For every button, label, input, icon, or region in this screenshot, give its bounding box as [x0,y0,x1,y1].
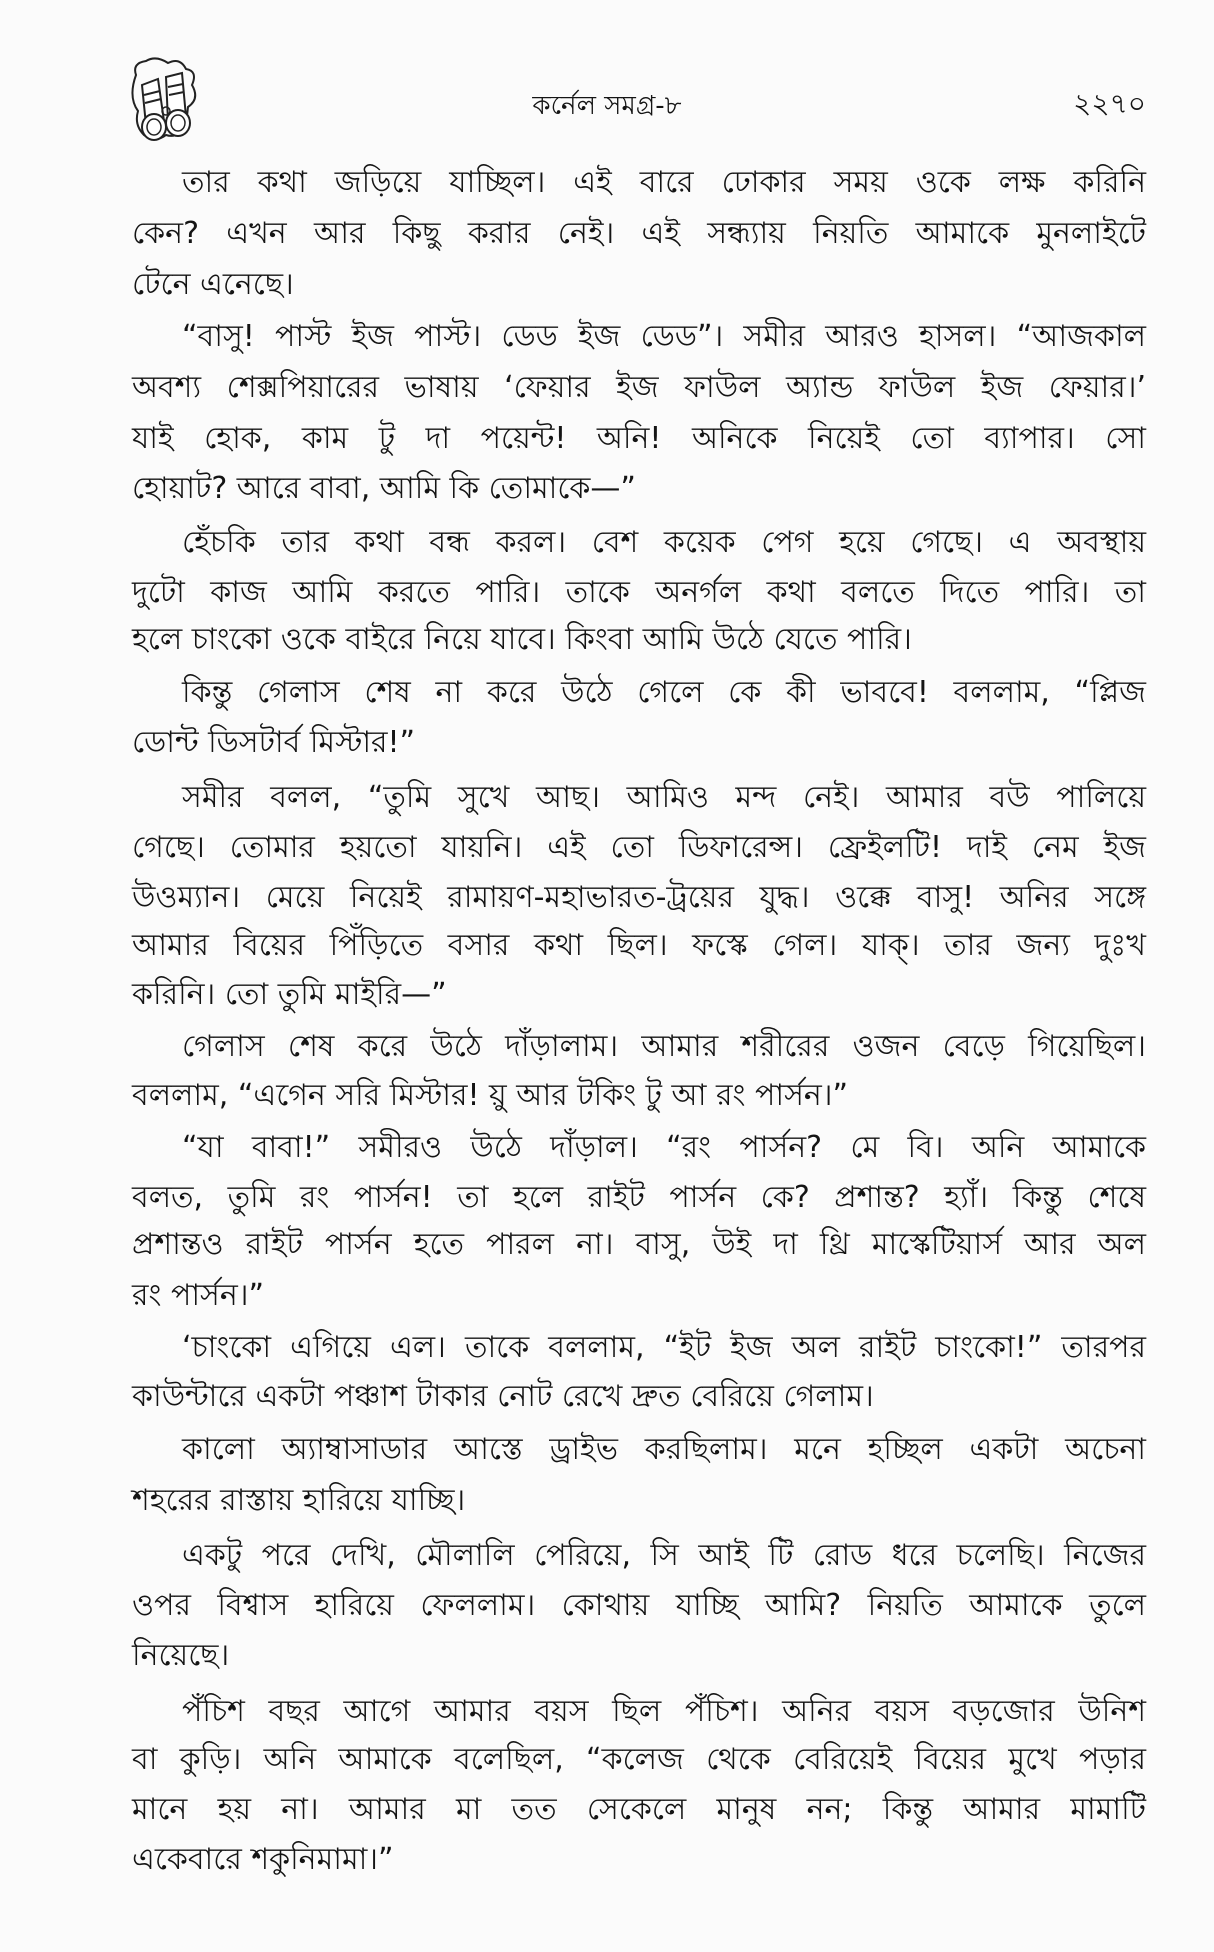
text-line: করিনি। তো তুমি মাইরি—” [132,977,447,1012]
text-line: হেঁচকি তার কথা বন্ধ করল। বেশ কয়েক পেগ হয়ে গেছে। এ অবস্থায় [182,525,1146,560]
text-line: গেছে। তোমার হয়তো যায়নি। এই তো ডিফারেন্স। ফ্রেইলটি! দাই নেম ইজ [132,830,1146,865]
text-line: কেন? এখন আর কিছু করার নেই। এই সন্ধ্যায় নিয়তি আমাকে মুনলাইটে [132,216,1146,251]
text-line: “বাসু! পাস্ট ইজ পাস্ট। ডেড ইজ ডেড”। সমীর আরও হাসল। “আজকাল [182,319,1146,354]
text-line: একেবারে শকুনিমামা।” [132,1842,394,1877]
text-line: বলত, তুমি রং পার্সন! তা হলে রাইট পার্সন কে? প্রশান্ত? হ্যাঁ। কিন্তু শেষে [132,1180,1146,1215]
text-line: উওম্যান। মেয়ে নিয়েই রামায়ণ-মহাভারত-ট্রয়ের যুদ্ধ। ওক্কে বাসু! অনির সঙ্গে [132,880,1146,915]
text-line: ওপর বিশ্বাস হারিয়ে ফেললাম। কোথায় যাচ্ছি আমি? নিয়তি আমাকে তুলে [132,1588,1146,1623]
text-line: অবশ্য শেক্সপিয়ারের ভাষায় ‘ফেয়ার ইজ ফাউল অ্যান্ড ফাউল ইজ ফেয়ার।’ [132,370,1146,405]
text-line: শহরের রাস্তায় হারিয়ে যাচ্ছি। [132,1483,466,1518]
text-line: যাই হোক, কাম টু দা পয়েন্ট! অনি! অনিকে নিয়েই তো ব্যাপার। সো [132,421,1146,456]
text-line: তার কথা জড়িয়ে যাচ্ছিল। এই বারে ঢোকার সময় ওকে লক্ষ করিনি [182,165,1146,200]
text-line: ‘চাংকো এগিয়ে এল। তাকে বললাম, “ইট ইজ অল রাইট চাংকো!” তারপর [182,1330,1146,1365]
text-line: হলে চাংকো ওকে বাইরে নিয়ে যাবে। কিংবা আমি উঠে যেতে পারি। [132,622,912,657]
text-line: ডোন্ট ডিসটার্ব মিস্টার!” [132,725,416,760]
text-line: নিয়েছে। [132,1638,230,1673]
text-line: কালো অ্যাম্বাসাডার আস্তে ড্রাইভ করছিলাম। মনে হচ্ছিল একটা অচেনা [182,1432,1146,1467]
text-line: গেলাস শেষ করে উঠে দাঁড়ালাম। আমার শরীরের ওজন বেড়ে গিয়েছিল। [182,1029,1146,1064]
text-line: “যা বাবা!” সমীরও উঠে দাঁড়াল। “রং পার্সন? মে বি। অনি আমাকে [182,1130,1146,1165]
running-head: কর্নেল সমগ্র-৮ [532,91,682,121]
page-number: ২২৭০ [1073,87,1146,120]
text-line: টেনে এনেছে। [132,267,294,302]
text-line: হোয়াট? আরে বাবা, আমি কি তোমাকে—” [132,471,636,506]
text-line: একটু পরে দেখি, মৌলালি পেরিয়ে, সি আই টি রোড ধরে চলেছি। নিজের [182,1538,1146,1573]
text-line: কাউন্টারে একটা পঞ্চাশ টাকার নোট রেখে দ্রুত বেরিয়ে গেলাম। [132,1379,874,1414]
text-line: রং পার্সন।” [132,1278,265,1313]
text-line: প্রশান্তও রাইট পার্সন হতে পারল না। বাসু, উই দা থ্রি মাস্কেটিয়ার্স আর অল [132,1227,1146,1262]
text-line: বললাম, “এগেন সরি মিস্টার! য়ু আর টকিং টু আ রং পার্সন।” [132,1078,849,1113]
text-line: পঁচিশ বছর আগে আমার বয়স ছিল পঁচিশ। অনির বয়স বড়জোর উনিশ [182,1694,1146,1729]
text-line: দুটো কাজ আমি করতে পারি। তাকে অনর্গল কথা বলতে দিতে পারি। তা [132,575,1146,610]
text-line: কিন্তু গেলাস শেষ না করে উঠে গেলে কে কী ভাববে! বললাম, “প্লিজ [182,675,1146,710]
text-line: সমীর বলল, “তুমি সুখে আছ। আমিও মন্দ নেই। আমার বউ পালিয়ে [182,780,1146,815]
text-line: বা কুড়ি। অনি আমাকে বলেছিল, “কলেজ থেকে বেরিয়েই বিয়ের মুখে পড়ার [132,1742,1146,1777]
text-line: আমার বিয়ের পিঁড়িতে বসার কথা ছিল। ফস্কে গেল। যাক্। তার জন্য দুঃখ [132,928,1146,963]
text-line: মানে হয় না। আমার মা তত সেকেলে মানুষ নন; কিন্তু আমার মামাটি [132,1792,1146,1827]
